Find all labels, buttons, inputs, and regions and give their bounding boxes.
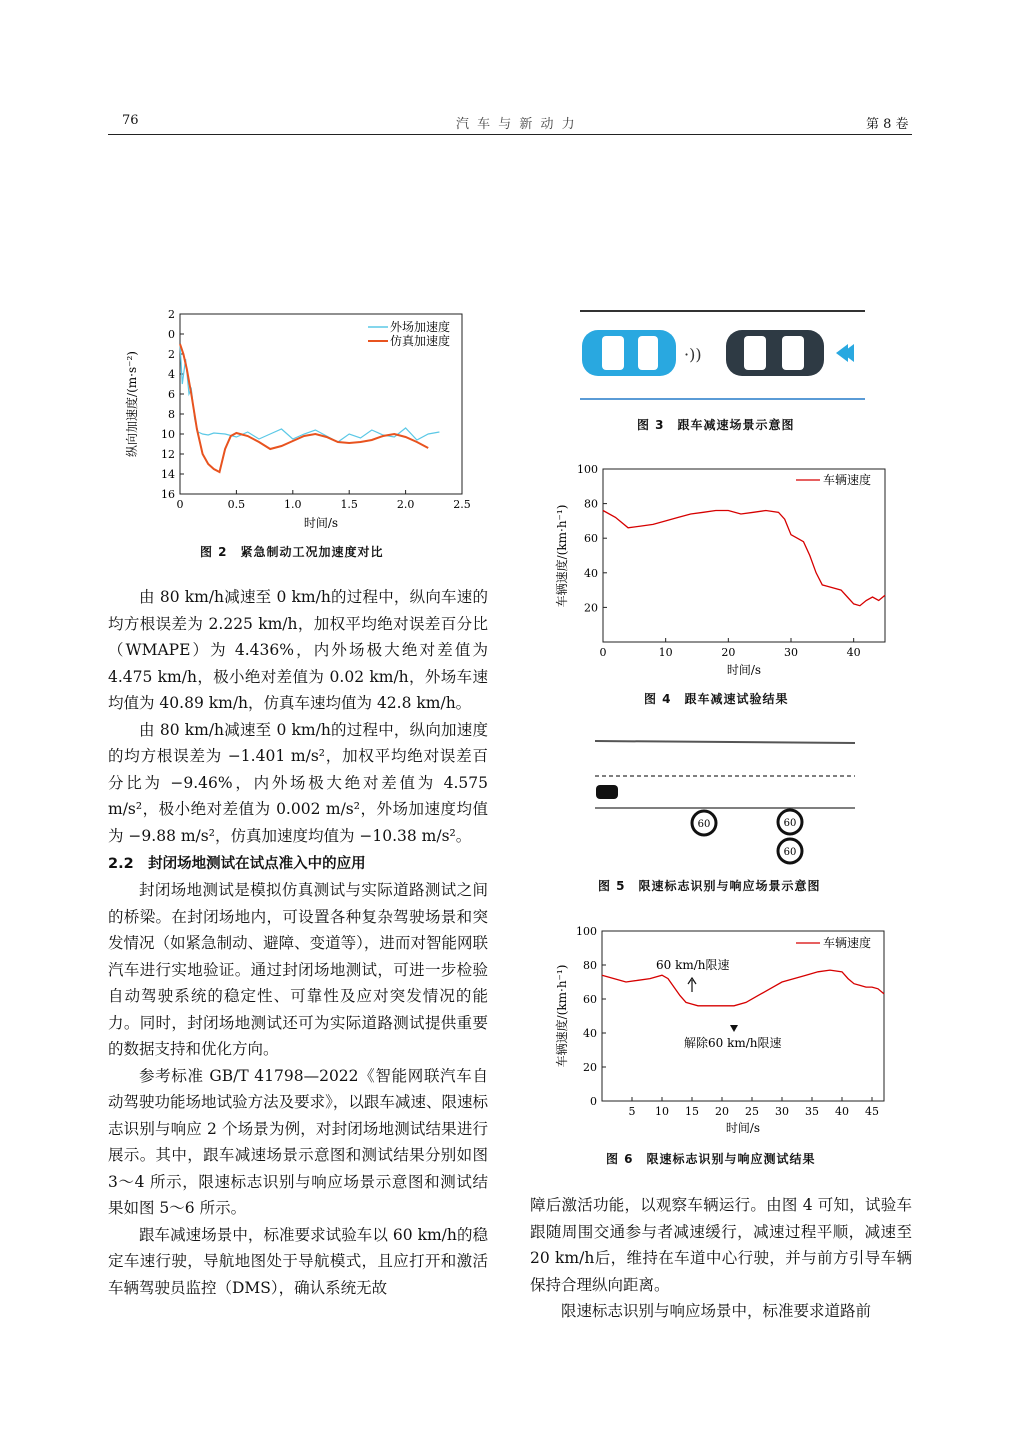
fig6-caption: 图 6 限速标志识别与响应测试结果 [606, 1152, 816, 1166]
x-tick-label: 0.5 [227, 498, 246, 511]
legend-field: 外场加速度 [390, 320, 451, 334]
y-tick-label: 40 [584, 566, 598, 580]
paragraph: 限速标志识别与响应场景中，标准要求道路前 [561, 1302, 872, 1320]
fig4-series-speed [603, 511, 885, 606]
legend-sim: 仿真加速度 [390, 334, 451, 348]
x-tick-label: 30 [784, 646, 798, 659]
signal-icon: ·)) [684, 345, 702, 364]
fig2-x-ticks [177, 490, 471, 511]
paragraph: 由 80 km/h减速至 0 km/h的过程中，纵向车速的均方根误差为 2.225 km/h，加权平均绝对误差百分比（WMAPE）为 4.436%，内外场极大绝对差值为 4.475 km/h，极小绝对差值为 0.02 km/h，外场车速均值为 40.89 km/h，仿真车速均值为 42.8 km/h。 [108, 588, 488, 712]
y-tick-label: 80 [584, 497, 598, 511]
fig4-legend: 车辆速度 [823, 473, 872, 487]
y-tick-label: 6 [168, 388, 175, 401]
journal-title: 汽 车 与 新 动 力 [456, 117, 577, 132]
x-tick-label: 45 [865, 1105, 879, 1118]
y-tick-label: 8 [168, 408, 175, 421]
fig4-x-ticks [600, 638, 861, 659]
fig3-scene [580, 308, 865, 403]
ego-car-icon [582, 330, 676, 376]
fig3-caption: 图 3 跟车减速场景示意图 [637, 418, 795, 432]
fig2-chart [120, 306, 490, 536]
y-tick-label: 60 [584, 532, 598, 546]
annotation-limit: 60 km/h限速 [656, 958, 730, 972]
right-column [530, 1192, 912, 1325]
y-tick-label: 14 [161, 468, 175, 481]
x-tick-label: 20 [715, 1105, 729, 1118]
x-tick-label: 20 [721, 646, 736, 659]
x-tick-label: 40 [846, 646, 861, 659]
y-tick-label: 40 [583, 1027, 597, 1040]
section-title: 2.2 封闭场地测试在试点准入中的应用 [108, 856, 366, 872]
speed-sign-icon [778, 810, 802, 834]
x-tick-label: 40 [835, 1105, 849, 1118]
x-tick-label: 10 [655, 1105, 669, 1118]
x-tick-label: 1.0 [284, 498, 302, 511]
fig6-ylabel: 车辆速度/(km·h⁻¹) [555, 964, 569, 1068]
y-tick-label: 20 [584, 601, 598, 615]
fig6-series-speed [602, 970, 884, 1006]
sign-value: 60 [783, 818, 797, 829]
y-tick-label: 80 [583, 959, 597, 972]
x-tick-label: 0 [599, 646, 607, 659]
fig2-caption: 图 2 紧急制动工况加速度对比 [200, 545, 384, 559]
sign-value: 60 [697, 819, 711, 830]
x-tick-label: 0 [176, 498, 184, 511]
y-tick-label: 60 [583, 993, 597, 1006]
fig4-xlabel: 时间/s [726, 663, 762, 677]
fig2-y-ticks [161, 308, 184, 501]
arrow-down-icon [730, 1025, 738, 1032]
paragraph: 跟车减速场景中，标准要求试验车以 60 km/h的稳定车速行驶，导航地图处于导航模式，且应打开和激活车辆驾驶员监控（DMS），确认系统无故 [108, 1225, 488, 1297]
x-tick-label: 10 [658, 646, 673, 659]
fig4-ylabel: 车辆速度/(km·h⁻¹) [555, 504, 569, 608]
paragraph: 参考标准 GB/T 41798—2022《智能网联汽车自动驾驶功能场地试验方法及要求》，以跟车减速、限速标志识别与响应 2 个场景为例，对封闭场地测试结果进行展示。其中，跟车减速场景示意图和测试结果分别如图 3～4 所示，限速标志识别与响应场景示意图和测试结果如图 5～6 所示。 [108, 1066, 488, 1217]
y-tick-label: 2 [168, 348, 175, 361]
annotation-release: 解除60 km/h限速 [684, 1036, 782, 1050]
x-tick-label: 1.5 [340, 498, 358, 511]
y-tick-label: 100 [577, 463, 598, 476]
y-tick-label: 10 [161, 428, 175, 441]
x-tick-label: 2.5 [453, 498, 471, 511]
x-tick-label: 5 [628, 1105, 636, 1118]
fig6-x-ticks [629, 1097, 880, 1118]
fig2-ylabel: 纵向加速度/(m·s⁻²) [125, 351, 139, 457]
y-tick-label: 0 [590, 1095, 597, 1108]
arrow-up-icon [688, 978, 696, 992]
speed-sign-icon [778, 839, 802, 863]
fig4-chart [550, 458, 895, 688]
fig6-xlabel: 时间/s [725, 1121, 761, 1135]
paragraph: 障后激活功能，以观察车辆运行。由图 4 可知，试验车跟随周围交通参与者减速缓行，减速过程平顺，减速至 20 km/h后，维持在车道中心行驶，并与前方引导车辆保持合理纵向距离。 [530, 1196, 912, 1294]
y-tick-label: 4 [168, 368, 175, 381]
paragraph: 封闭场地测试是模拟仿真测试与实际道路测试之间的桥梁。在封闭场地内，可设置各种复杂驾驶场景和突发情况（如紧急制动、避障、变道等），进而对智能网联汽车进行实地验证。通过封闭场地测试，可进一步检验自动驾驶系统的稳定性、可靠性及应对突发情况的能力。同时，封闭场地测试还可为实际道路测试提供重要的数据支持和优化方向。 [108, 881, 488, 1058]
x-tick-label: 15 [685, 1105, 699, 1118]
fig2-series-field [180, 344, 439, 442]
left-column [108, 584, 488, 1301]
y-tick-label: 2 [168, 308, 175, 321]
fig6-legend: 车辆速度 [823, 936, 872, 950]
page-number: 76 [122, 113, 139, 128]
fig5-scene [590, 735, 860, 870]
fig5-caption: 图 5 限速标志识别与响应场景示意图 [598, 879, 821, 893]
x-tick-label: 2.0 [396, 498, 415, 511]
x-tick-label: 30 [775, 1105, 789, 1118]
y-tick-label: 100 [576, 925, 597, 938]
speed-sign-icon [692, 811, 716, 835]
header-rule [108, 134, 912, 135]
paragraph: 由 80 km/h减速至 0 km/h的过程中，纵向加速度的均方根误差为 −1.401 m/s²，加权平均绝对误差百分比为 −9.46%，内外场极大绝对差值为 4.575 m/s²，极小绝对差值为 0.002 m/s²，外场加速度均值为 −9.88 m/s²，仿真加速度均值为 −10.38 m/s²。 [108, 720, 488, 845]
fig4-caption: 图 4 跟车减速试验结果 [644, 692, 789, 706]
y-tick-label: 16 [161, 488, 175, 501]
sign-value: 60 [783, 847, 797, 858]
y-tick-label: 20 [583, 1061, 597, 1074]
x-tick-label: 35 [805, 1105, 819, 1118]
test-car-icon [596, 785, 618, 799]
fig6-chart [550, 920, 895, 1140]
x-tick-label: 25 [745, 1105, 759, 1118]
lead-car-icon [726, 330, 824, 376]
fig2-xlabel: 时间/s [303, 516, 339, 530]
fig2-series-sim [180, 344, 428, 472]
y-tick-label: 12 [161, 448, 175, 461]
y-tick-label: 0 [168, 328, 175, 341]
volume-label: 第 8 卷 [866, 117, 909, 132]
direction-arrow-icon [836, 344, 854, 362]
